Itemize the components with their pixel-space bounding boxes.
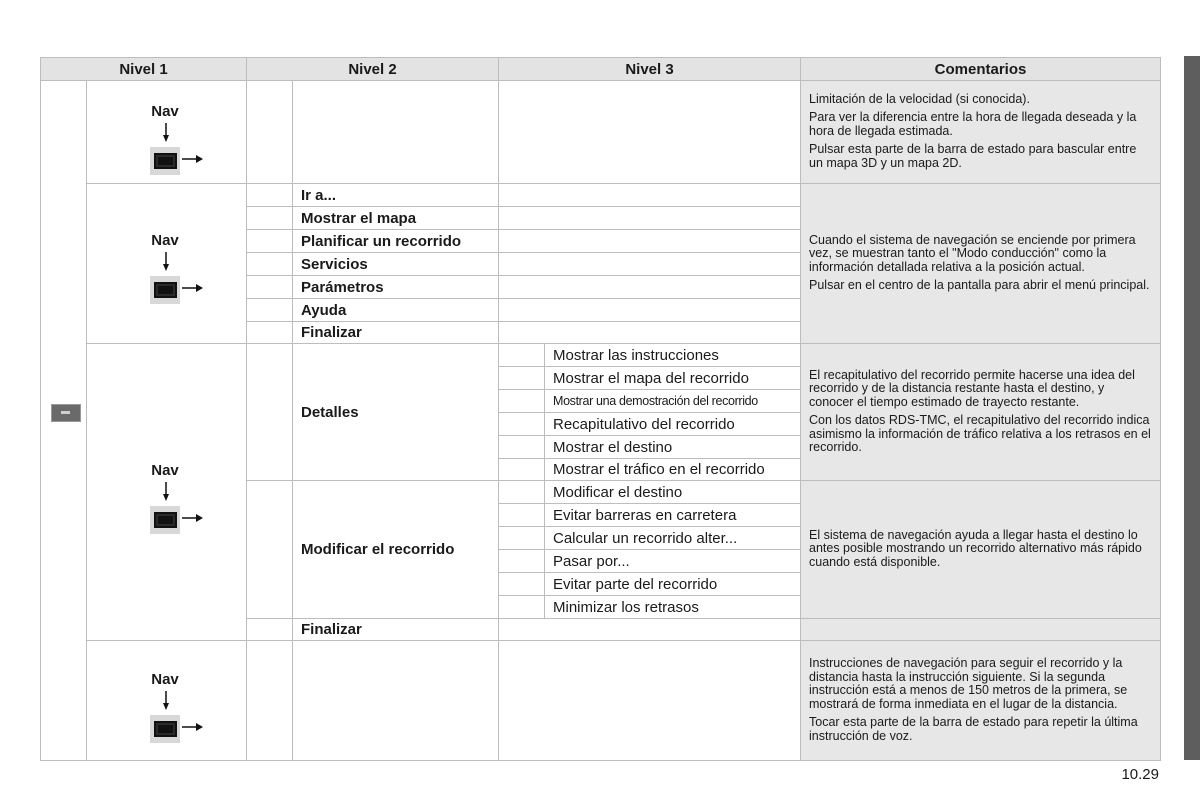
empty-comment-cell xyxy=(800,618,1161,641)
submenu-item[interactable]: Mostrar el mapa del recorrido xyxy=(544,366,801,390)
menu-item-mostrar-mapa[interactable]: Mostrar el mapa xyxy=(292,206,499,230)
header-nivel-3: Nivel 3 xyxy=(498,57,801,81)
menu-item-parametros[interactable]: Parámetros xyxy=(292,275,499,299)
comment-text: Pulsar esta parte de la barra de estado para bascular entre un mapa 3D y un mapa 2D. xyxy=(809,142,1137,170)
empty-cell xyxy=(498,298,801,322)
navigation-menu-table xyxy=(40,57,1161,761)
empty-cell xyxy=(498,458,545,481)
empty-cell xyxy=(498,412,545,436)
empty-cell xyxy=(498,618,801,641)
comment-text: El sistema de navegación ayuda a llegar hasta el destino lo antes posible mostrando un recorrido alternativo más rápido cuando está disponible. xyxy=(809,527,1142,569)
empty-cell xyxy=(246,640,293,761)
comment-text: Tocar esta parte de la barra de estado para repetir la última instrucción de voz. xyxy=(809,715,1138,743)
arrow-down-icon xyxy=(163,482,169,502)
empty-cell xyxy=(246,321,293,344)
empty-cell xyxy=(498,183,801,207)
nav-label: Nav xyxy=(151,232,179,249)
screen-mode-icon xyxy=(51,404,81,422)
nav-button-bg xyxy=(150,276,180,304)
nav-button-symbol xyxy=(150,671,210,751)
empty-cell xyxy=(498,595,545,619)
submenu-item[interactable]: Evitar parte del recorrido xyxy=(544,572,801,596)
arrow-right-icon xyxy=(182,513,204,523)
header-comentarios: Comentarios xyxy=(800,57,1161,81)
empty-cell xyxy=(498,389,545,413)
nav-label: Nav xyxy=(151,462,179,479)
empty-cell xyxy=(246,618,293,641)
nav-symbol-cell-4 xyxy=(86,640,247,761)
nav-symbol-cell-3 xyxy=(86,343,247,641)
empty-cell xyxy=(498,275,801,299)
nav-symbol-cell-2 xyxy=(86,183,247,344)
empty-cell xyxy=(292,80,499,184)
empty-cell xyxy=(246,206,293,230)
submenu-item[interactable]: Recapitulativo del recorrido xyxy=(544,412,801,436)
empty-cell xyxy=(498,252,801,276)
nav-label: Nav xyxy=(151,103,179,120)
menu-item-ir-a[interactable]: Ir a... xyxy=(292,183,499,207)
arrow-right-icon xyxy=(182,154,204,164)
nav-button-bg xyxy=(150,715,180,743)
submenu-item[interactable]: Mostrar una demostración del recorrido xyxy=(544,389,801,413)
header-nivel-2: Nivel 2 xyxy=(246,57,499,81)
menu-item-detalles[interactable]: Detalles xyxy=(292,343,499,481)
nav-button-icon xyxy=(154,282,177,298)
comment-cell-4 xyxy=(800,480,1161,619)
menu-item-modificar-recorrido[interactable]: Modificar el recorrido xyxy=(292,480,499,619)
comment-text: Cuando el sistema de navegación se enciende por primera vez, se muestran tanto el "Modo conducción" como la información detallada relativa a la posición actual. xyxy=(809,232,1136,274)
submenu-item[interactable]: Pasar por... xyxy=(544,549,801,573)
nav-button-symbol xyxy=(150,232,210,312)
menu-item-ayuda[interactable]: Ayuda xyxy=(292,298,499,322)
nav-button-icon xyxy=(154,512,177,528)
submenu-item[interactable]: Minimizar los retrasos xyxy=(544,595,801,619)
menu-item-planificar[interactable]: Planificar un recorrido xyxy=(292,229,499,253)
arrow-down-icon xyxy=(163,252,169,272)
empty-cell xyxy=(292,640,499,761)
empty-cell xyxy=(246,80,293,184)
nav-button-symbol xyxy=(150,103,210,183)
comment-text: Instrucciones de navegación para seguir el recorrido y la distancia hasta la instrucción siguiente. Si la segunda instrucción está a menos de 150 metros de la primera, se mostrará de forma inmediata en el lugar de la distancia. xyxy=(809,656,1128,711)
submenu-item[interactable]: Mostrar el tráfico en el recorrido xyxy=(544,458,801,481)
submenu-item[interactable]: Modificar el destino xyxy=(544,480,801,504)
empty-cell xyxy=(246,275,293,299)
empty-cell xyxy=(246,229,293,253)
page-number: 10.29 xyxy=(1121,766,1159,783)
comment-cell-2 xyxy=(800,183,1161,344)
empty-cell xyxy=(498,503,545,527)
nav-button-icon xyxy=(154,153,177,169)
empty-cell xyxy=(498,435,545,459)
comment-text: Pulsar en el centro de la pantalla para abrir el menú principal. xyxy=(809,278,1150,292)
empty-cell xyxy=(246,480,293,619)
submenu-item[interactable]: Mostrar las instrucciones xyxy=(544,343,801,367)
empty-cell xyxy=(246,252,293,276)
empty-cell xyxy=(498,343,545,367)
header-nivel-1: Nivel 1 xyxy=(40,57,247,81)
arrow-right-icon xyxy=(182,722,204,732)
submenu-item[interactable]: Mostrar el destino xyxy=(544,435,801,459)
empty-cell xyxy=(498,206,801,230)
menu-item-finalizar-recorrido[interactable]: Finalizar xyxy=(292,618,499,641)
empty-cell xyxy=(246,183,293,207)
empty-cell xyxy=(498,321,801,344)
comment-cell-3 xyxy=(800,343,1161,481)
comment-text: Limitación de la velocidad (si conocida). xyxy=(809,91,1030,106)
submenu-item[interactable]: Evitar barreras en carretera xyxy=(544,503,801,527)
menu-item-finalizar[interactable]: Finalizar xyxy=(292,321,499,344)
empty-cell xyxy=(498,229,801,253)
chapter-side-tab xyxy=(1184,56,1200,760)
empty-cell xyxy=(498,80,801,184)
comment-text: El recapitulativo del recorrido permite hacerse una idea del recorrido y de la distancia restante hasta el destino, y conocer el tiempo estimado de trayecto restante. xyxy=(809,367,1135,409)
submenu-item[interactable]: Calcular un recorrido alter... xyxy=(544,526,801,550)
empty-cell xyxy=(498,526,545,550)
arrow-down-icon xyxy=(163,123,169,143)
comment-cell-1 xyxy=(800,80,1161,184)
arrow-right-icon xyxy=(182,283,204,293)
nav-button-bg xyxy=(150,147,180,175)
nav-symbol-cell-1 xyxy=(86,80,247,184)
comment-text: Con los datos RDS-TMC, el recapitulativo del recorrido indica asimismo la información de tráfico relativa a los retrasos en el recorrido. xyxy=(809,413,1151,454)
empty-cell xyxy=(498,480,545,504)
empty-cell xyxy=(246,298,293,322)
nav-button-symbol xyxy=(150,462,210,542)
nav-button-bg xyxy=(150,506,180,534)
empty-cell xyxy=(498,549,545,573)
empty-cell xyxy=(246,343,293,481)
menu-item-servicios[interactable]: Servicios xyxy=(292,252,499,276)
empty-cell xyxy=(498,572,545,596)
comment-cell-5 xyxy=(800,640,1161,761)
empty-cell xyxy=(498,366,545,390)
comment-text: Para ver la diferencia entre la hora de llegada deseada y la hora de llegada estimada. xyxy=(809,110,1137,138)
arrow-down-icon xyxy=(163,691,169,711)
mode-icon-cell xyxy=(40,80,87,761)
nav-label: Nav xyxy=(151,671,179,688)
empty-cell xyxy=(498,640,801,761)
nav-button-icon xyxy=(154,721,177,737)
